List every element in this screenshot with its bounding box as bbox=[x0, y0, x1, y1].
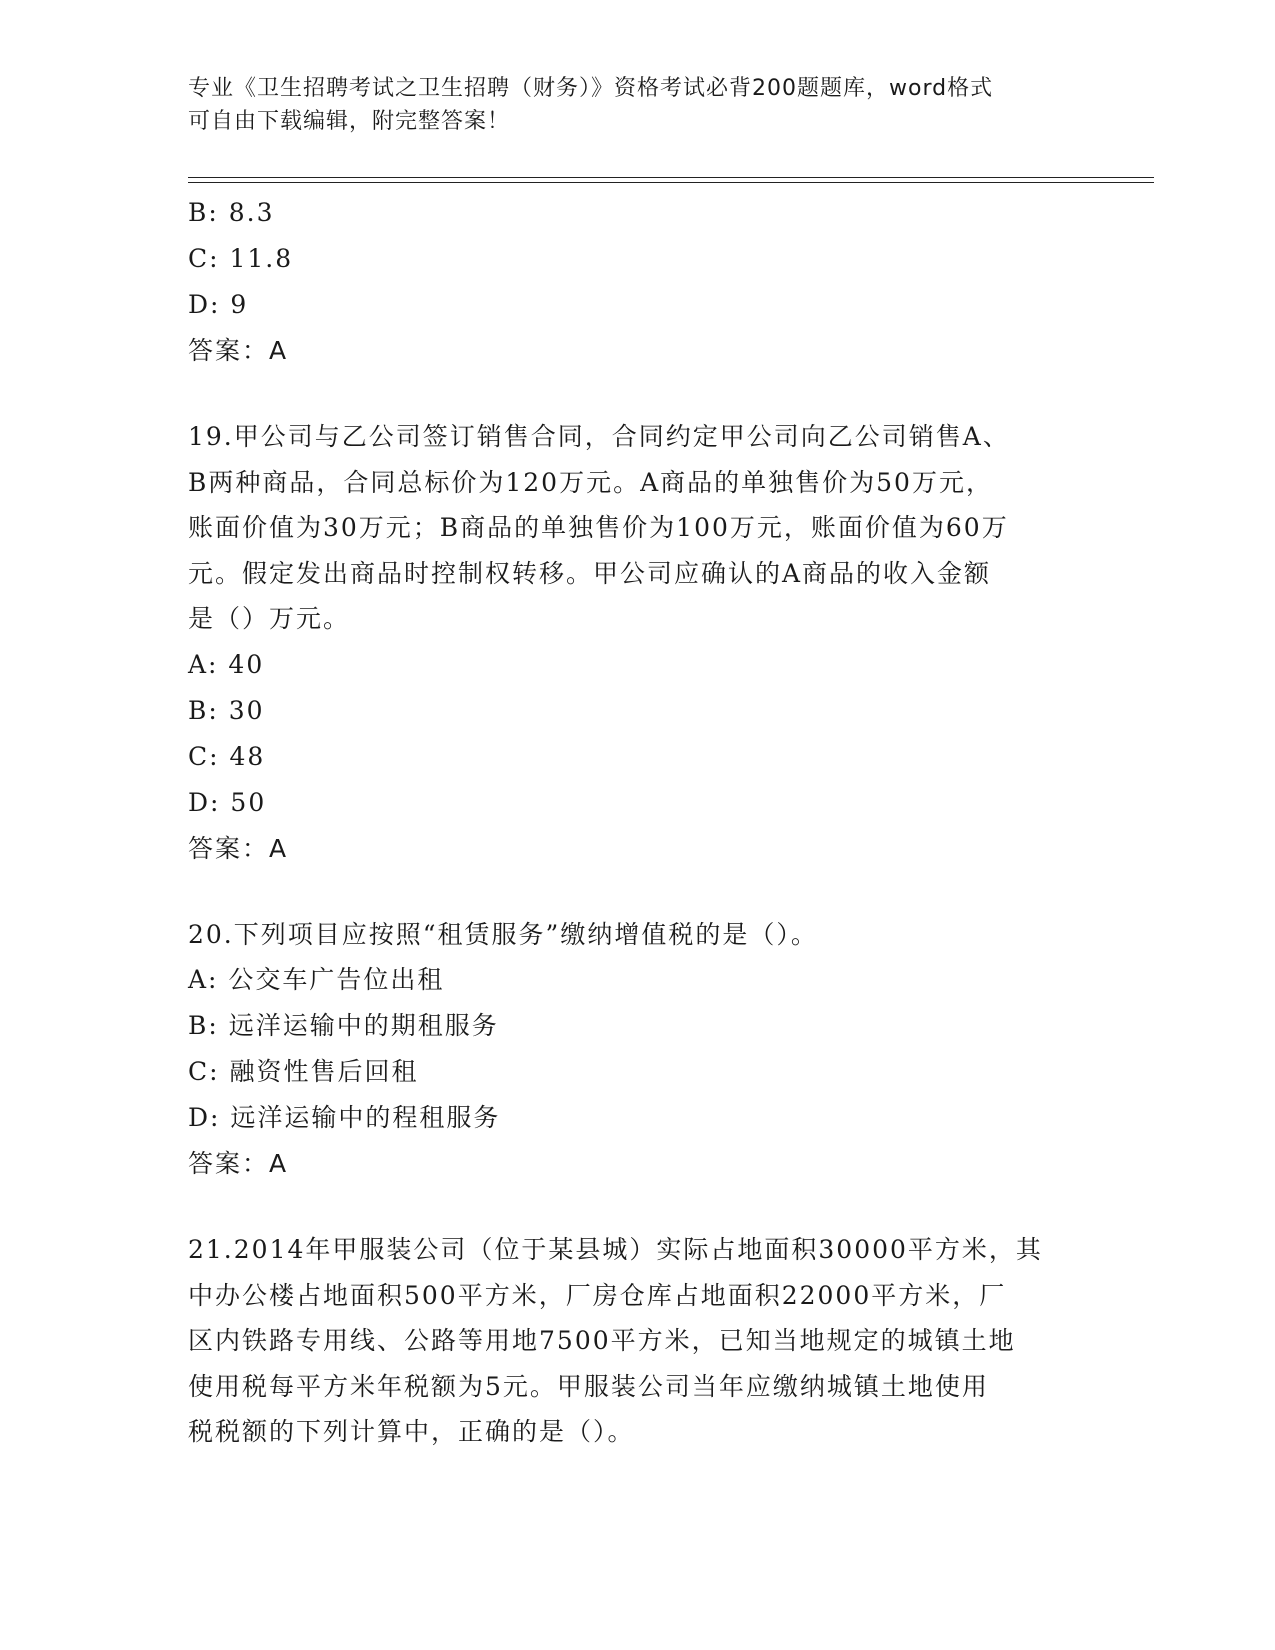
question-line: 中办公楼占地面积500平方米，厂房仓库占地面积22000平方米，厂 bbox=[188, 1280, 1007, 1310]
question-line: 20.下列项目应按照“租赁服务”缴纳增值税的是（）。 bbox=[188, 919, 818, 949]
question-21 bbox=[188, 1227, 1088, 1455]
question-line: 使用税每平方米年税额为5元。甲服装公司当年应缴纳城镇土地使用 bbox=[188, 1371, 989, 1401]
header-line-2: 可自由下载编辑，附完整答案！ bbox=[188, 109, 511, 134]
header-divider-top bbox=[188, 177, 1154, 178]
question-text bbox=[188, 912, 1088, 958]
option-a: A: 40 bbox=[188, 649, 265, 679]
option-c: C: 48 bbox=[188, 741, 266, 771]
option-b: B: 8.3 bbox=[188, 198, 275, 227]
question-line: 区内铁路专用线、公路等用地7500平方米，已知当地规定的城镇土地 bbox=[188, 1326, 1016, 1355]
option-d: D: 50 bbox=[188, 787, 267, 817]
question-line: 税税额的下列计算中，正确的是（）。 bbox=[188, 1417, 635, 1446]
spacer bbox=[188, 374, 1088, 414]
answer: 答案：A bbox=[188, 1149, 289, 1178]
answer: 答案：A bbox=[188, 833, 289, 863]
header-line-1: 专业《卫生招聘考试之卫生招聘（财务）》资格考试必背200题题库，word格式 bbox=[188, 76, 994, 101]
option-c: C: 11.8 bbox=[188, 244, 294, 273]
option-a: A: 公交车广告位出租 bbox=[188, 965, 445, 994]
option-d: D: 远洋运输中的程租服务 bbox=[188, 1103, 501, 1132]
question-line: B两种商品，合同总标价为120万元。A商品的单独售价为50万元， bbox=[188, 467, 993, 497]
document-header bbox=[188, 72, 1088, 138]
answer: 答案：A bbox=[188, 336, 289, 365]
question-text bbox=[188, 1227, 1088, 1455]
question-line: 元。假定发出商品时控制权转移。甲公司应确认的A商品的收入金额 bbox=[188, 558, 992, 588]
option-b: B: 远洋运输中的期租服务 bbox=[188, 1011, 499, 1040]
question-text bbox=[188, 414, 1088, 642]
document-body bbox=[188, 190, 1088, 1455]
option-b: B: 30 bbox=[188, 695, 265, 725]
question-line: 21.2014年甲服装公司（位于某县城）实际占地面积30000平方米，其 bbox=[188, 1235, 1043, 1264]
header-divider-bottom bbox=[188, 182, 1154, 183]
question-20 bbox=[188, 912, 1088, 1188]
question-line: 19.甲公司与乙公司签订销售合同，合同约定甲公司向乙公司销售A、 bbox=[188, 422, 1010, 451]
spacer bbox=[188, 1187, 1088, 1227]
question-line: 账面价值为30万元；B商品的单独售价为100万元，账面价值为60万 bbox=[188, 513, 1009, 542]
option-d: D: 9 bbox=[188, 290, 249, 319]
question-19 bbox=[188, 414, 1088, 872]
option-c: C: 融资性售后回租 bbox=[188, 1057, 419, 1086]
question-line: 是（）万元。 bbox=[188, 604, 351, 633]
spacer bbox=[188, 872, 1088, 912]
question-18-tail bbox=[188, 190, 1088, 374]
